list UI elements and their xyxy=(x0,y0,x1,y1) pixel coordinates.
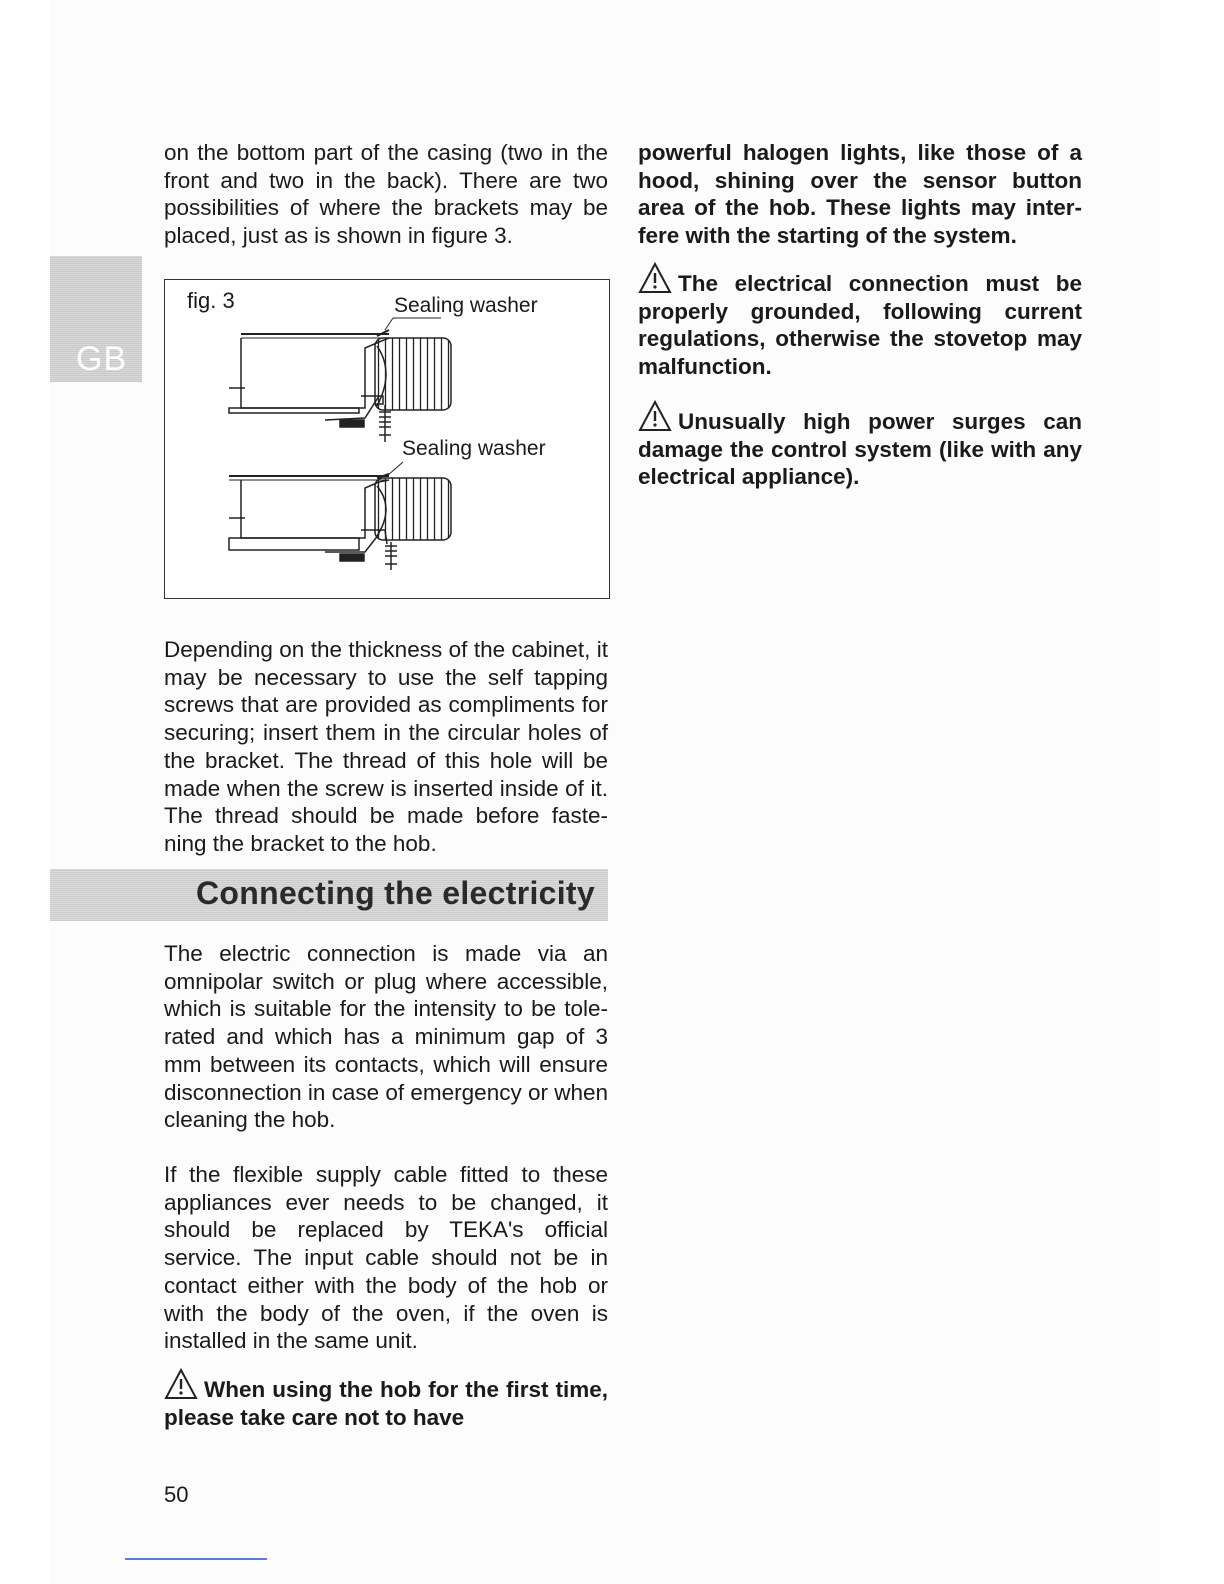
halogen-paragraph: powerful halogen lights, like those of a hood, shining over the sensor button area of the hob. These lights may inter-fere with the starting of the system. xyxy=(638,140,1082,249)
first-use-warning: When using the hob for the first time, please take care not to have xyxy=(164,1368,608,1431)
grounding-warning: The electrical connection must be properly grounded, following current regulations, otherwise the stovetop may malfunction. xyxy=(638,262,1082,381)
cable-paragraph: If the flexible supply cable fitted to these appliances ever needs to be changed, it should be replaced by TEKA's official service. The input cable should not be in contact either with the body of the hob or with the body of the oven, if the oven is installed in the same unit. xyxy=(164,1162,608,1354)
intro-paragraph: on the bottom part of the casing (two in the front and two in the back). There are two possibilities of where the brackets may be placed, just as is shown in figure 3. xyxy=(164,140,608,249)
connection-paragraph: The electric connection is made via an omnipolar switch or plug where accessible, which is suitable for the intensity to be tole-rated and which has a minimum gap of 3 mm between its contacts, which will ensure disconnection in case of emergency or when cleaning the hob. xyxy=(164,941,609,1133)
section-heading: Connecting the electricity xyxy=(196,875,595,911)
section-heading-bar xyxy=(50,869,608,921)
hob-section-bottom xyxy=(229,462,451,570)
surge-warning: Unusually high power surges can damage the control system (like with any electrical appliance). xyxy=(638,400,1082,491)
warning-triangle-icon xyxy=(164,1368,198,1400)
figure-label: fig. 3 xyxy=(187,288,235,313)
sealing-washer-callout-bottom: Sealing washer xyxy=(402,437,546,460)
figure-3 xyxy=(164,279,610,599)
page-number: 50 xyxy=(164,1482,189,1507)
warning-triangle-icon xyxy=(638,400,672,432)
warning-triangle-icon xyxy=(638,262,672,294)
sealing-washer-callout-top: Sealing washer xyxy=(394,294,538,317)
bottom-rule xyxy=(125,1558,267,1560)
hob-section-top xyxy=(229,318,451,442)
language-tab xyxy=(50,256,142,382)
thickness-paragraph: Depending on the thickness of the cabinet, it may be necessary to use the self tapping screws that are provided as compliments for securing; insert them in the circular holes of the bracket. The thread of this hole will be made when the screw is inserted inside of it. The thread should be made before faste-ning the bracket to the hob. xyxy=(164,637,608,856)
language-tab-label: GB xyxy=(76,340,128,378)
